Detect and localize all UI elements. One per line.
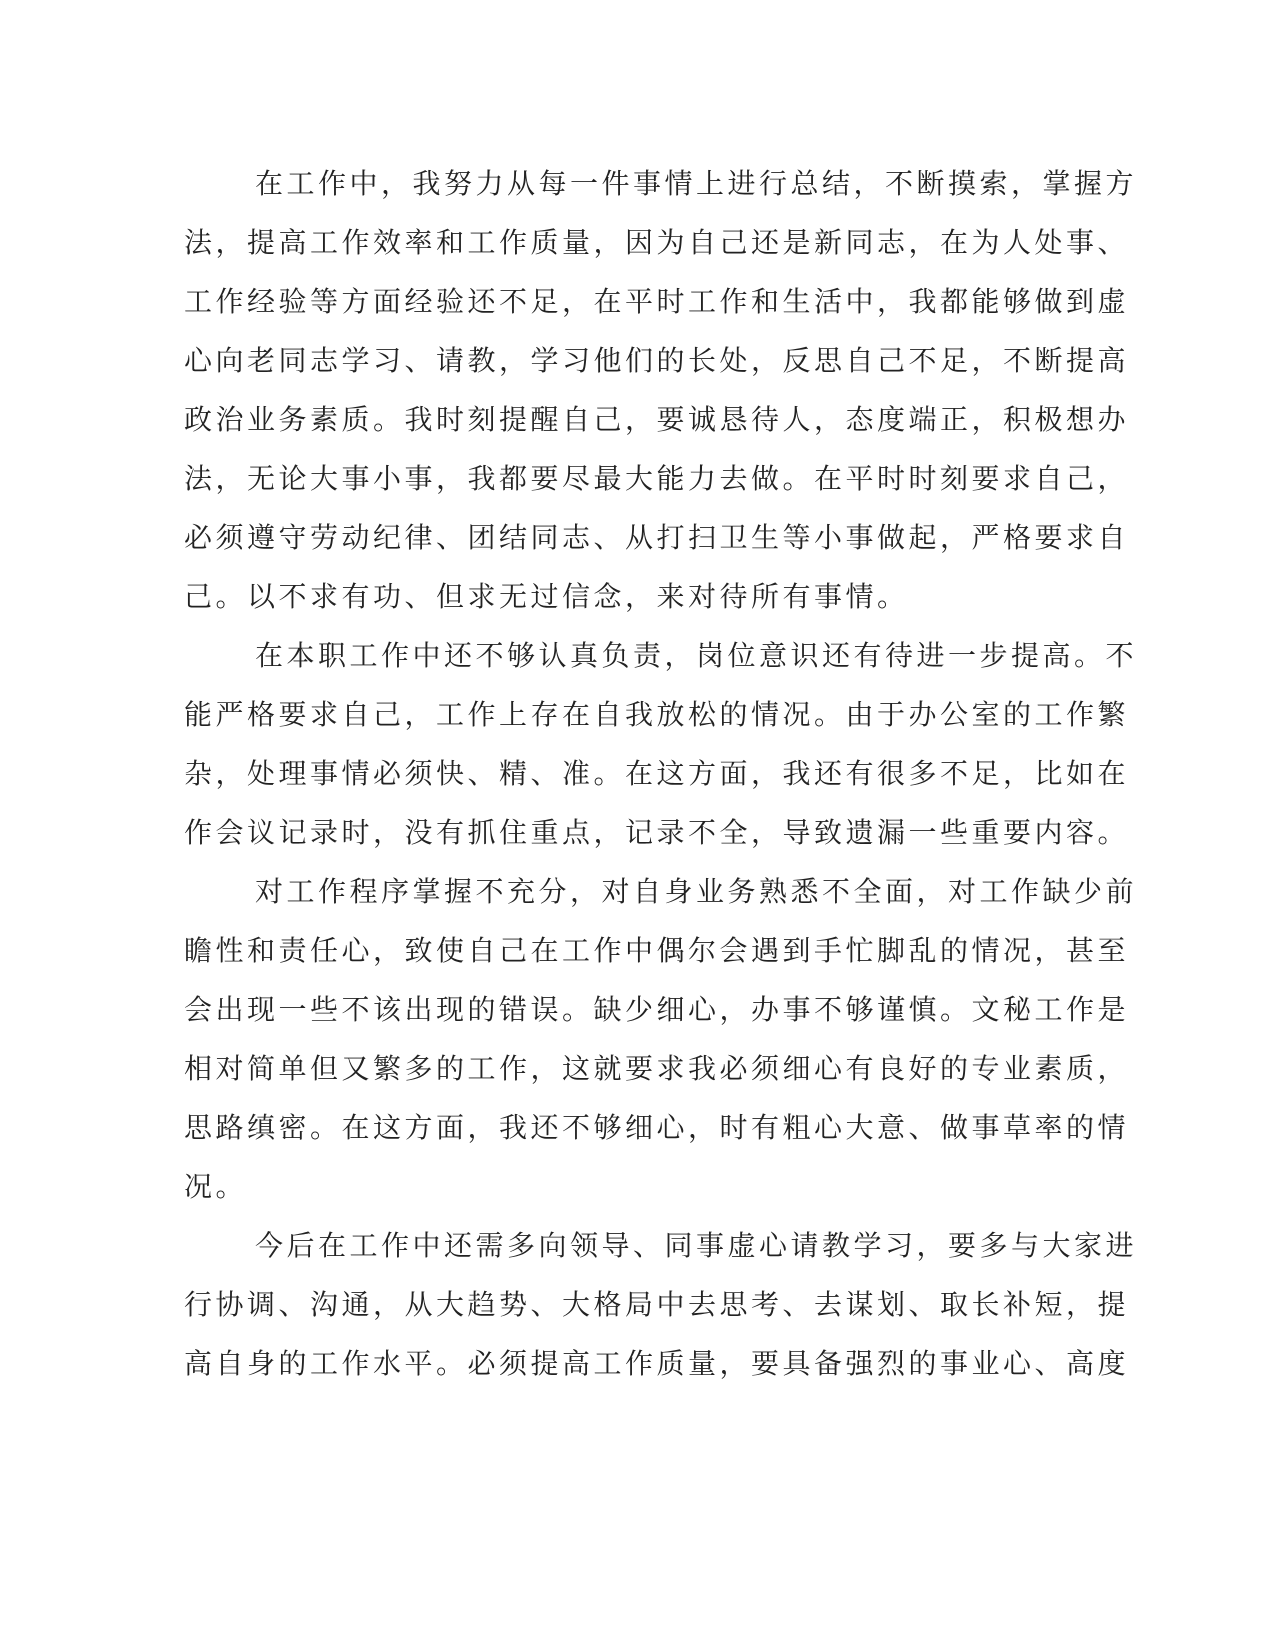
paragraph-2-line-3: 杂，处理事情必须快、精、准。在这方面，我还有很多不足，比如在	[184, 757, 1130, 790]
paragraph-1-line-3: 工作经验等方面经验还不足，在平时工作和生活中，我都能够做到虚	[184, 285, 1130, 318]
paragraph-4-line-3: 高自身的工作水平。必须提高工作质量，要具备强烈的事业心、高度	[184, 1347, 1130, 1380]
paragraph-1-line-8: 己。以不求有功、但求无过信念，来对待所有事情。	[184, 580, 909, 613]
document-body	[184, 154, 1138, 1393]
paragraph-1-line-4: 心向老同志学习、请教，学习他们的长处，反思自己不足，不断提高	[184, 344, 1130, 377]
paragraph-3-line-3: 会出现一些不该出现的错误。缺少细心，办事不够谨慎。文秘工作是	[184, 993, 1130, 1026]
paragraph-3-line-1: 对工作程序掌握不充分，对自身业务熟悉不全面，对工作缺少前	[255, 875, 1138, 908]
paragraph-3-line-4: 相对简单但又繁多的工作，这就要求我必须细心有良好的专业素质，	[184, 1052, 1130, 1085]
paragraph-3-line-5: 思路缜密。在这方面，我还不够细心，时有粗心大意、做事草率的情	[184, 1111, 1130, 1144]
paragraph-1-line-2: 法，提高工作效率和工作质量，因为自己还是新同志，在为人处事、	[184, 226, 1130, 259]
paragraph-1-line-6: 法，无论大事小事，我都要尽最大能力去做。在平时时刻要求自己，	[184, 462, 1130, 495]
paragraph-4-line-1: 今后在工作中还需多向领导、同事虚心请教学习，要多与大家进	[255, 1229, 1138, 1262]
paragraph-1-line-1: 在工作中，我努力从每一件事情上进行总结，不断摸索，掌握方	[255, 167, 1138, 200]
paragraph-1-line-7: 必须遵守劳动纪律、团结同志、从打扫卫生等小事做起，严格要求自	[184, 521, 1130, 554]
paragraph-3-line-6: 况。	[184, 1170, 248, 1203]
paragraph-2-line-2: 能严格要求自己，工作上存在自我放松的情况。由于办公室的工作繁	[184, 698, 1130, 731]
paragraph-2-line-4: 作会议记录时，没有抓住重点，记录不全，导致遗漏一些重要内容。	[184, 816, 1130, 849]
paragraph-1-line-5: 政治业务素质。我时刻提醒自己，要诚恳待人，态度端正，积极想办	[184, 403, 1130, 436]
paragraph-3-line-2: 瞻性和责任心，致使自己在工作中偶尔会遇到手忙脚乱的情况，甚至	[184, 934, 1130, 967]
paragraph-4-line-2: 行协调、沟通，从大趋势、大格局中去思考、去谋划、取长补短，提	[184, 1288, 1130, 1321]
paragraph-2-line-1: 在本职工作中还不够认真负责，岗位意识还有待进一步提高。不	[255, 639, 1138, 672]
